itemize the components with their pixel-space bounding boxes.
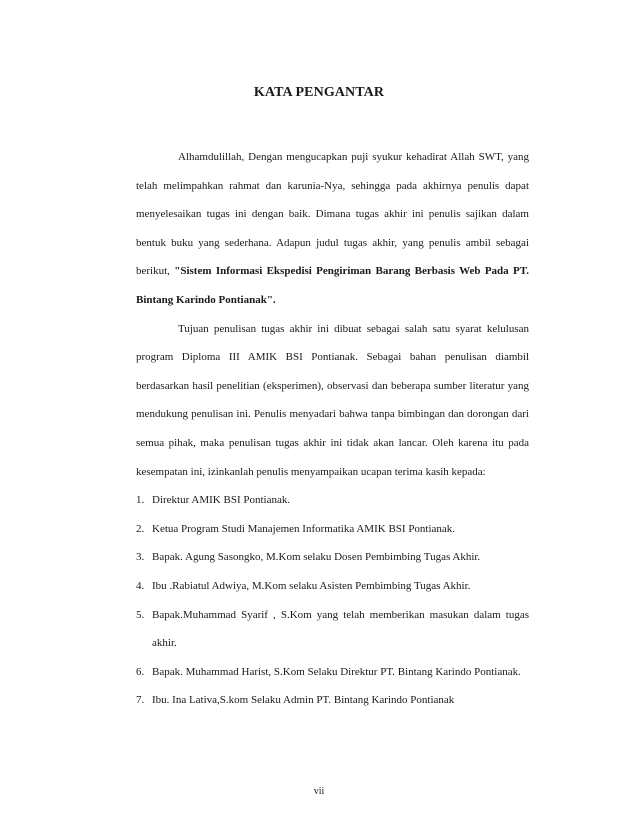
list-item xyxy=(136,543,529,572)
list-item-text: Bapak.Muhammad Syarif , S.Kom yang telah memberikan masukan dalam tugas akhir. xyxy=(152,608,529,650)
acknowledgement-list xyxy=(136,486,529,715)
paragraph-intro-text: Alhamdulillah, Dengan mengucapkan puji syukur kehadirat Allah SWT, yang telah melimpahkan rahmat dan karunia-Nya, sehingga pada akhirnya penulis dapat menyelesaikan tugas ini dengan baik. Dimana tugas akhir ini penulis sajikan dalam bentuk buku yang sederhana. Adapun judul tugas akhir, yang penulis ambil sebagai berikut, xyxy=(136,151,529,278)
thesis-title: "Sistem Informasi Ekspedisi Pengiriman Barang Berbasis Web Pada PT. Bintang Karindo Pontianak". xyxy=(136,265,529,306)
list-item-number: 1. xyxy=(136,494,145,507)
paragraph-intro xyxy=(136,143,529,315)
list-item xyxy=(136,658,529,687)
list-item-text: Direktur AMIK BSI Pontianak. xyxy=(152,494,291,507)
list-item-number: 4. xyxy=(136,579,145,592)
paragraph-purpose: Tujuan penulisan tugas akhir ini dibuat sebagai salah satu syarat kelulusan program Diploma III AMIK BSI Pontianak. Sebagai bahan penulisan diambil berdasarkan hasil penelitian (eksperimen), observasi dan beberapa sumber literatur yang mendukung penulisan ini. Penulis menyadari bahwa tanpa bimbingan dan dorongan dari semua pihak, maka penulisan tugas akhir ini tidak akan lancar. Oleh karena itu pada kesempatan ini, izinkanlah penulis menyampaikan ucapan terima kasih kepada: xyxy=(136,322,529,478)
list-item-number: 5. xyxy=(136,608,145,621)
page-number: vii xyxy=(313,786,325,797)
list-item-text: Bapak. Agung Sasongko, M.Kom selaku Dosen Pembimbing Tugas Akhir. xyxy=(152,551,481,564)
list-item-text: Ibu. Ina Lativa,S.kom Selaku Admin PT. Bintang Karindo Pontianak xyxy=(152,694,455,707)
list-item-number: 3. xyxy=(136,551,145,564)
list-item xyxy=(136,686,529,715)
list-item-text: Ibu .Rabiatul Adwiya, M.Kom selaku Asisten Pembimbing Tugas Akhir. xyxy=(152,579,471,592)
list-item-number: 7. xyxy=(136,694,145,707)
list-item xyxy=(136,572,529,601)
list-item-number: 6. xyxy=(136,665,145,678)
page-title: KATA PENGANTAR xyxy=(253,85,385,100)
list-item-text: Ketua Program Studi Manajemen Informatika AMIK BSI Pontianak. xyxy=(152,522,456,535)
document-body xyxy=(136,143,529,715)
list-item-number: 2. xyxy=(136,522,145,535)
list-item xyxy=(136,486,529,515)
list-item-text: Bapak. Muhammad Harist, S.Kom Selaku Direktur PT. Bintang Karindo Pontianak. xyxy=(152,665,521,678)
list-item xyxy=(136,515,529,544)
list-item xyxy=(136,601,529,658)
